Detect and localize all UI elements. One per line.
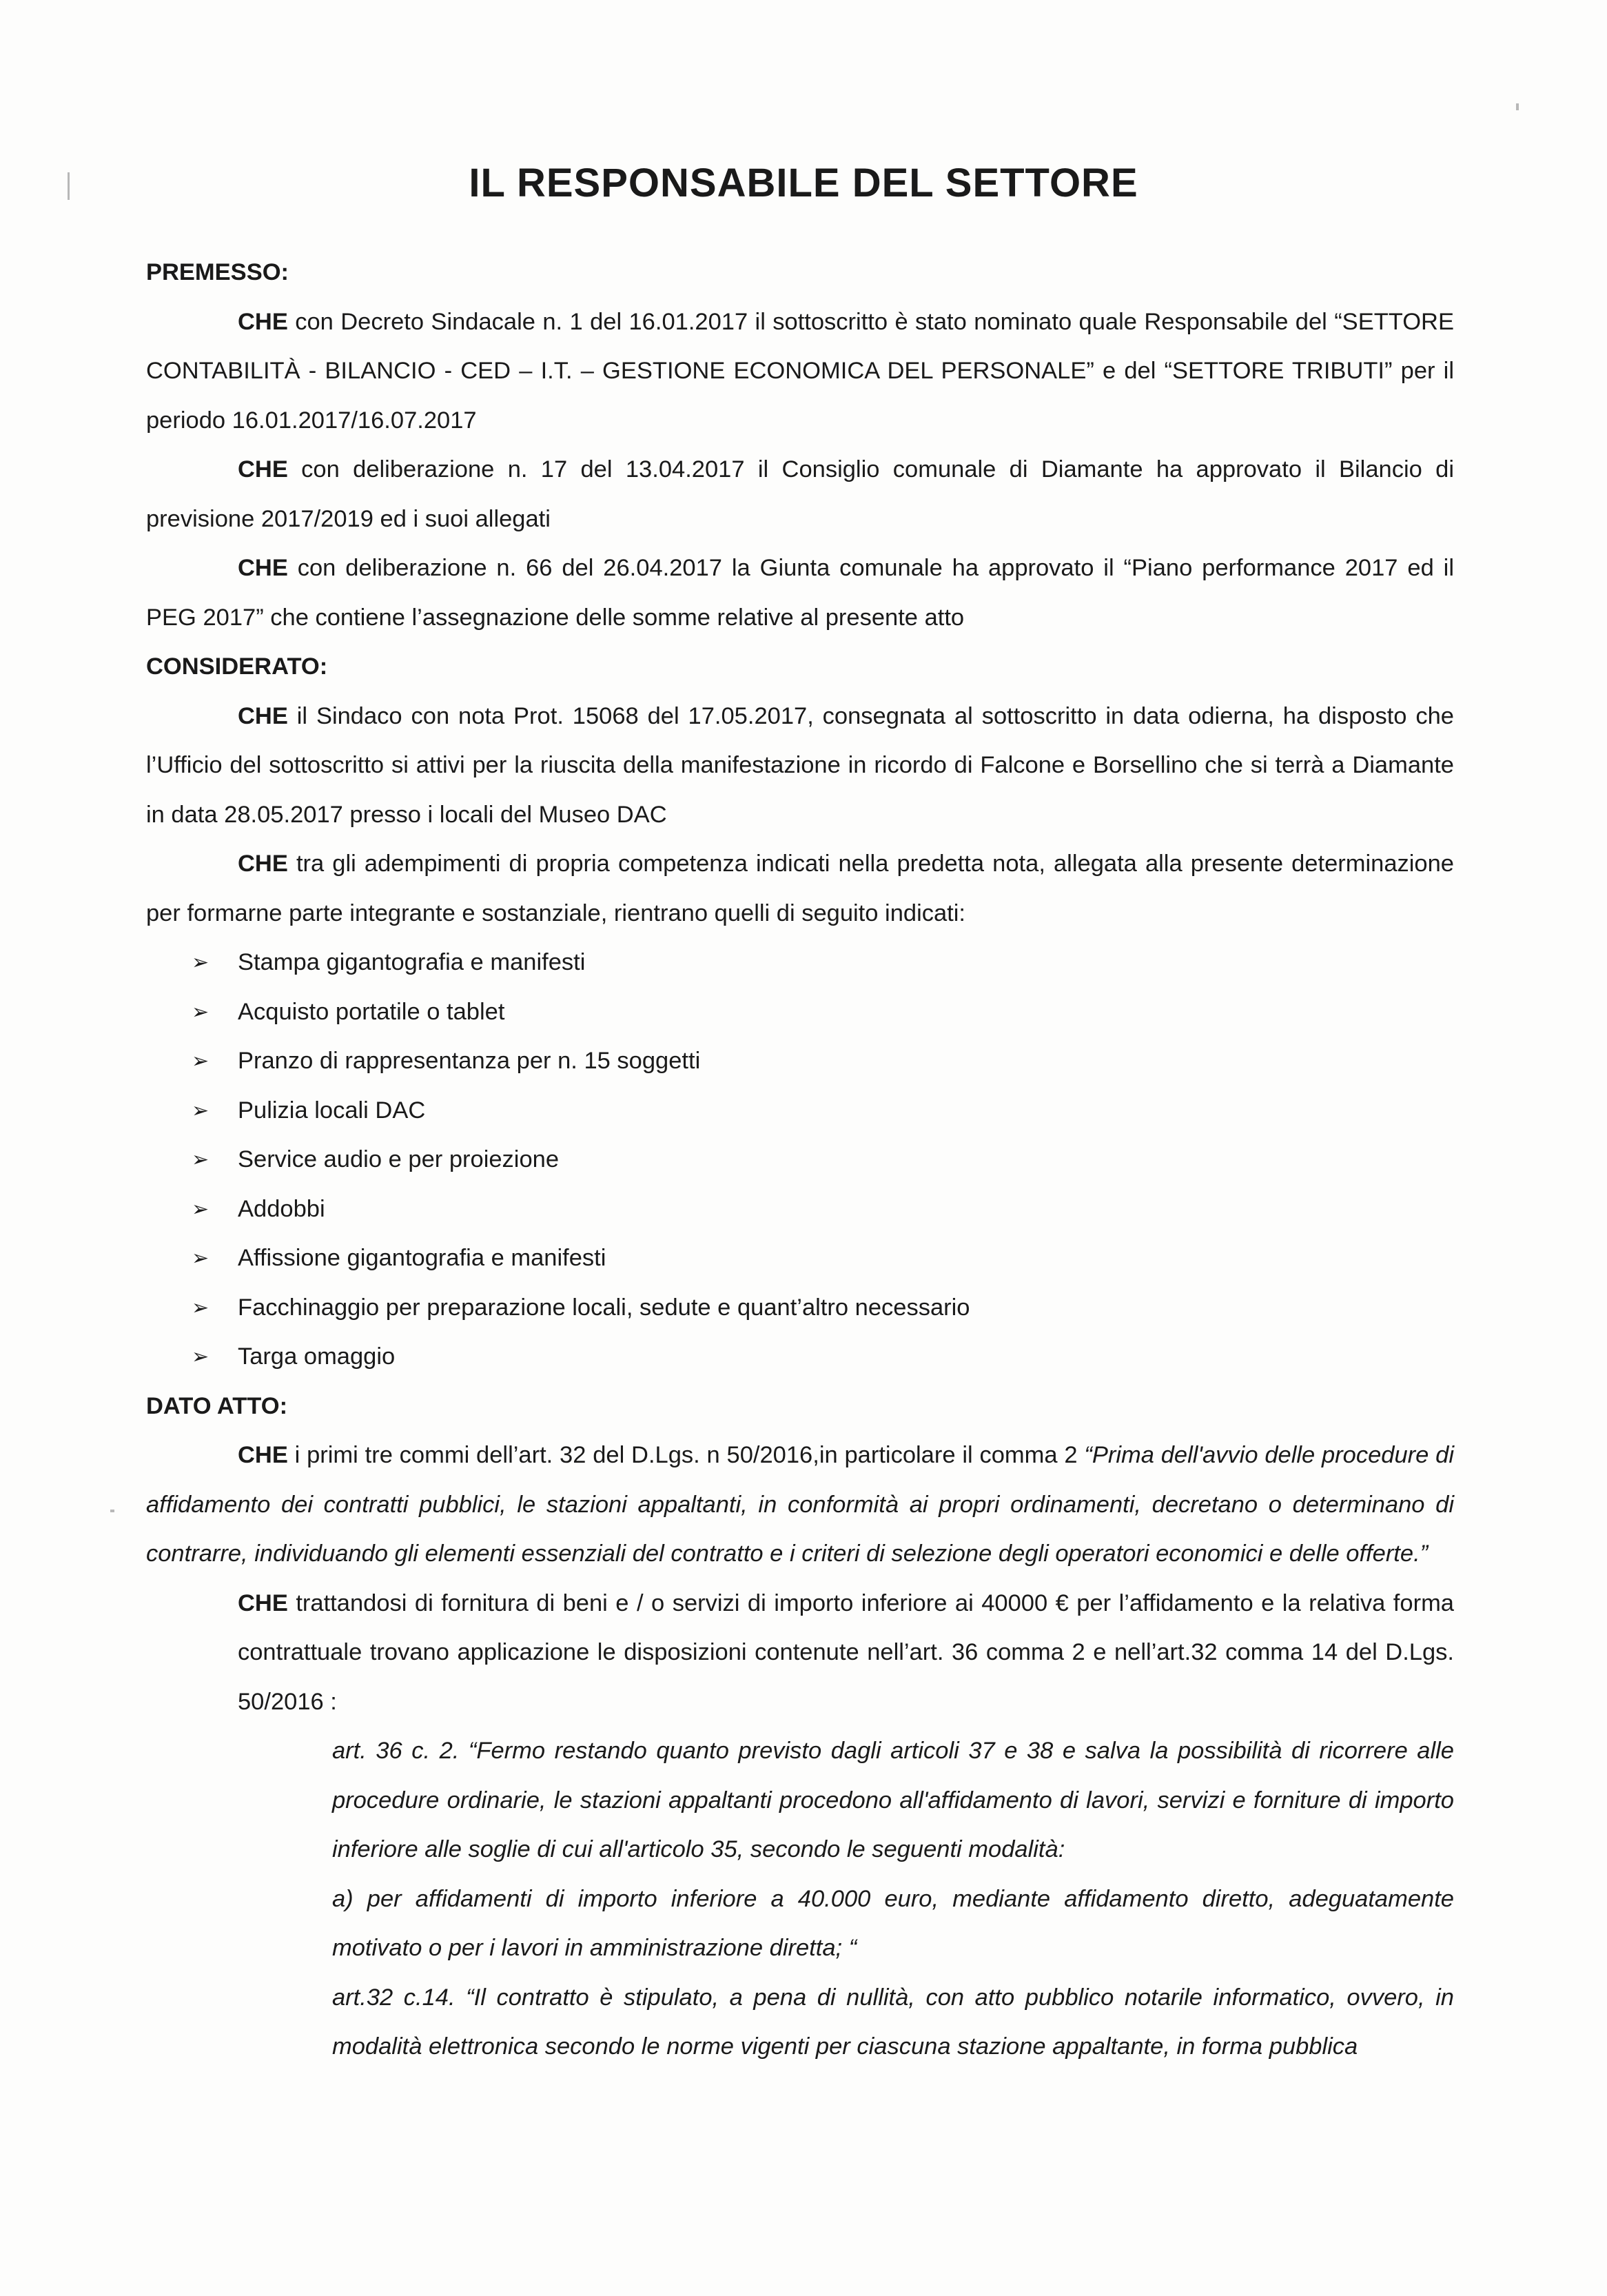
arrow-bullet-icon: ➢ bbox=[192, 1050, 209, 1073]
list-item bbox=[146, 1037, 1454, 1086]
list-item-text: Facchinaggio per preparazione locali, sedute e quant’altro necessario bbox=[238, 1294, 970, 1321]
quoted-law-text: “Prima dell'avvio delle procedure di affidamento dei contratti pubblici, le stazioni appaltanti, in conformità ai propri ordinamenti, decretano o determinano di contrarre, individuando gli elementi essenziali del contratto e i criteri di selezione degli operatori economici e delle offerte.” bbox=[146, 1442, 1454, 1567]
paragraph-dato-atto-2 bbox=[146, 1579, 1454, 1727]
arrow-bullet-icon: ➢ bbox=[192, 1296, 209, 1319]
che-label: CHE bbox=[238, 1442, 288, 1468]
arrow-bullet-icon: ➢ bbox=[192, 1099, 209, 1122]
arrow-bullet-icon: ➢ bbox=[192, 1345, 209, 1368]
che-label: CHE bbox=[238, 1589, 288, 1616]
quote-art-36-a: a) per affidamenti di importo inferiore a 40.000 euro, mediante affidamento diretto, adeguatamente motivato o per i lavori in amministrazione diretta; “ bbox=[332, 1885, 1454, 1961]
list-item-text: Service audio e per proiezione bbox=[238, 1146, 560, 1172]
heading-dato-atto: DATO ATTO: bbox=[146, 1392, 288, 1419]
document-body bbox=[146, 248, 1454, 2072]
list-item bbox=[146, 1283, 1454, 1333]
heading-premesso: PREMESSO: bbox=[146, 259, 289, 285]
paragraph-considerato-2 bbox=[146, 840, 1454, 938]
activities-list bbox=[146, 938, 1454, 1382]
list-item-text: Pranzo di rappresentanza per n. 15 soggetti bbox=[238, 1048, 701, 1074]
list-item bbox=[146, 988, 1454, 1037]
paragraph-text: il Sindaco con nota Prot. 15068 del 17.05.2017, consegnata al sottoscritto in data odierna, ha disposto che l’Ufficio del sottoscritto si attivi per la riuscita della manifestazione in ricordo di Falcone e Borsellino che si terrà a Diamante in data 28.05.2017 presso i locali del Museo DAC bbox=[146, 702, 1454, 828]
heading-considerato: CONSIDERATO: bbox=[146, 653, 328, 680]
list-item bbox=[146, 1185, 1454, 1235]
list-item-text: Pulizia locali DAC bbox=[238, 1097, 426, 1124]
list-item-text: Targa omaggio bbox=[238, 1343, 396, 1370]
che-label: CHE bbox=[238, 555, 288, 581]
paragraph-text: con deliberazione n. 66 del 26.04.2017 la Giunta comunale ha approvato il “Piano performance 2017 ed il PEG 2017” che contiene l’assegnazione delle somme relative al presente atto bbox=[146, 555, 1454, 631]
paragraph-text: con deliberazione n. 17 del 13.04.2017 il Consiglio comunale di Diamante ha approvato il Bilancio di previsione 2017/2019 ed i suoi allegati bbox=[146, 456, 1454, 532]
quote-art-32: art.32 c.14. “Il contratto è stipulato, a pena di nullità, con atto pubblico notarile informatico, ovvero, in modalità elettronica secondo le norme vigenti per ciascuna stazione appaltante, in forma pubblica bbox=[332, 1984, 1454, 2060]
che-label: CHE bbox=[238, 702, 288, 729]
paragraph-premesso-1 bbox=[146, 298, 1454, 446]
list-item bbox=[146, 1332, 1454, 1382]
arrow-bullet-icon: ➢ bbox=[192, 1247, 209, 1270]
quote-art-36: art. 36 c. 2. “Fermo restando quanto previsto dagli articoli 37 e 38 e salva la possibilità di ricorrere alle procedure ordinarie, le stazioni appaltanti procedono all'affidamento di lavori, servizi e forniture di importo inferiore alle soglie di cui all'articolo 35, secondo le seguenti modalità: bbox=[332, 1738, 1454, 1862]
paragraph-text: tra gli adempimenti di propria competenza indicati nella predetta nota, allegata alla presente determinazione per formarne parte integrante e sostanziale, rientrano quelli di seguito indicati: bbox=[146, 851, 1454, 926]
list-item bbox=[146, 938, 1454, 988]
paragraph-text: i primi tre commi dell’art. 32 del D.Lgs. n 50/2016,in particolare il comma 2 bbox=[287, 1442, 1085, 1468]
paragraph-premesso-2 bbox=[146, 445, 1454, 544]
list-item-text: Affissione gigantografia e manifesti bbox=[238, 1245, 606, 1271]
che-label: CHE bbox=[238, 456, 288, 482]
che-label: CHE bbox=[238, 308, 288, 335]
document-title: IL RESPONSABILE DEL SETTORE bbox=[469, 161, 1138, 205]
scan-speck bbox=[68, 172, 70, 200]
list-item bbox=[146, 1234, 1454, 1283]
paragraph-considerato-1 bbox=[146, 692, 1454, 840]
list-item bbox=[146, 1135, 1454, 1185]
paragraph-text: con Decreto Sindacale n. 1 del 16.01.2017 il sottoscritto è stato nominato quale Responsabile del “SETTORE CONTABILITÀ - BILANCIO - CED – I.T. – GESTIONE ECONOMICA DEL PERSONALE” e del “SETTORE TRIBUTI” per il periodo 16.01.2017/16.07.2017 bbox=[146, 308, 1454, 434]
arrow-bullet-icon: ➢ bbox=[192, 1000, 209, 1024]
paragraph-dato-atto-1 bbox=[146, 1431, 1454, 1579]
arrow-bullet-icon: ➢ bbox=[192, 951, 209, 974]
arrow-bullet-icon: ➢ bbox=[192, 1148, 209, 1171]
paragraph-text: trattandosi di fornitura di beni e / o servizi di importo inferiore ai 40000 € per l’affidamento e la relativa forma contrattuale trovano applicazione le disposizioni contenute nell’art. 36 comma 2 e nell’art.32 comma 14 del D.Lgs. 50/2016 : bbox=[238, 1589, 1454, 1715]
paragraph-premesso-3 bbox=[146, 544, 1454, 642]
list-item-text: Stampa gigantografia e manifesti bbox=[238, 949, 586, 975]
scan-speck bbox=[110, 1510, 114, 1512]
arrow-bullet-icon: ➢ bbox=[192, 1197, 209, 1221]
list-item-text: Addobbi bbox=[238, 1195, 325, 1222]
list-item bbox=[146, 1086, 1454, 1136]
scan-speck bbox=[1516, 103, 1519, 110]
che-label: CHE bbox=[238, 851, 288, 877]
list-item-text: Acquisto portatile o tablet bbox=[238, 998, 505, 1025]
